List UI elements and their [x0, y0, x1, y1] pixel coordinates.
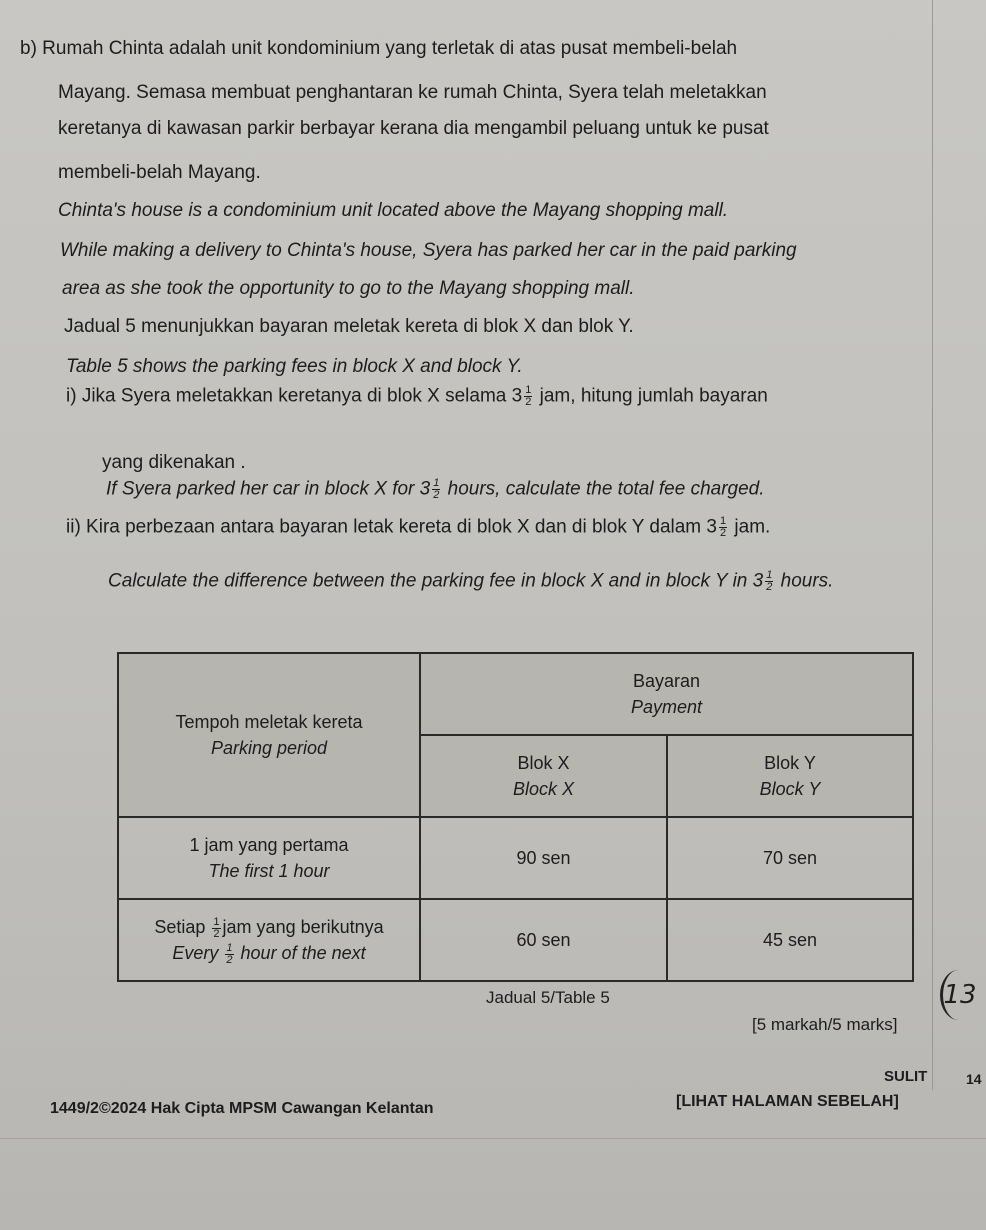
mixed-number-whole: 3 — [752, 570, 764, 592]
row-next-half-hour-label — [118, 899, 420, 981]
page-number: 14 — [966, 1071, 982, 1087]
header-payment-malay: Bayaran — [632, 671, 701, 691]
header-block-x — [420, 735, 667, 817]
fraction-half: $\frac{1}{2}$ — [720, 515, 727, 539]
table-intro-malay: Jadual 5 menunjukkan bayaran meletak kereta di blok X dan blok Y. — [64, 316, 634, 337]
row-next-half-hour-block-x: 60 sen — [420, 899, 667, 981]
block-y-english: Block Y — [759, 779, 821, 799]
row-first-hour-block-y: 70 sen — [667, 817, 913, 899]
table-row — [118, 817, 913, 899]
table-row — [118, 899, 913, 981]
copyright-footer: 1449/2©2024 Hak Cipta MPSM Cawangan Kelantan — [50, 1100, 434, 1117]
part-ii-english-text-b: hours. — [780, 570, 834, 592]
parking-fee-table — [117, 652, 914, 982]
fraction-half: $\frac{1}{2}$ — [213, 915, 220, 940]
part-ii-english — [108, 570, 833, 593]
mixed-number-whole: 3 — [511, 385, 523, 407]
next-half-hour-english: Every $\frac{1}{2}$ hour of the next — [172, 941, 366, 966]
part-ii-english-text-a: Calculate the difference between the parking fee in block X and in block Y in — [108, 570, 748, 592]
row-first-hour-block-x: 90 sen — [420, 817, 667, 899]
row-first-hour-label — [118, 817, 420, 899]
part-i-english-text-a: If Syera parked her car in block X for — [106, 478, 415, 500]
fraction-half: $\frac{1}{2}$ — [226, 941, 233, 966]
mixed-number-whole: 3 — [706, 516, 717, 538]
table-caption: Jadual 5/Table 5 — [486, 988, 610, 1007]
part-i-malay-text-b: jam, hitung jumlah bayaran — [539, 385, 768, 407]
first-hour-english: The first 1 hour — [208, 861, 330, 881]
first-hour-malay: 1 jam yang pertama — [189, 835, 349, 855]
header-payment-english: Payment — [630, 697, 703, 717]
next-half-hour-malay: Setiap $\frac{1}{2}$ jam yang berikutnya — [154, 915, 384, 940]
fraction-half: $\frac{1}{2}$ — [766, 569, 773, 593]
part-ii-malay-text-a: ii) Kira perbezaan antara bayaran letak kereta di blok X dan di blok Y dalam — [66, 516, 702, 538]
header-period-malay: Tempoh meletak kereta — [175, 712, 363, 732]
header-period-english: Parking period — [210, 738, 328, 758]
part-ii-malay-text-b: jam. — [734, 516, 771, 538]
part-i-malay — [66, 385, 768, 408]
question-b-malay-line-4: membeli-belah Mayang. — [58, 162, 261, 183]
mixed-number-whole: 3 — [419, 478, 431, 500]
part-i-english — [106, 478, 765, 501]
table-header-row — [118, 653, 913, 735]
header-parking-period — [118, 653, 420, 817]
block-x-english: Block X — [512, 779, 574, 799]
header-payment — [420, 653, 913, 735]
question-b-malay-line-3: keretanya di kawasan parkir berbayar kerana dia mengambil peluang untuk ke pusat — [58, 118, 769, 139]
handwritten-score: 13 — [940, 970, 977, 1020]
page-bottom-rule — [0, 1138, 986, 1139]
block-x-malay: Blok X — [517, 753, 570, 773]
fraction-half: $\frac{1}{2}$ — [525, 384, 532, 408]
question-b-english-line-1: Chinta's house is a condominium unit located above the Mayang shopping mall. — [58, 200, 729, 221]
row-next-half-hour-block-y: 45 sen — [667, 899, 913, 981]
classification-label: SULIT — [884, 1068, 928, 1085]
part-i-malay-text-a: i) Jika Syera meletakkan keretanya di blok X selama — [66, 385, 507, 407]
next-page-notice: [LIHAT HALAMAN SEBELAH] — [676, 1093, 899, 1110]
question-b-malay-line-1: b) Rumah Chinta adalah unit kondominium yang terletak di atas pusat membeli-belah — [20, 38, 738, 59]
part-i-malay-cont: yang dikenakan . — [102, 452, 246, 473]
question-b-english-line-2: While making a delivery to Chinta's house, Syera has parked her car in the paid parking — [60, 240, 797, 261]
fraction-half: $\frac{1}{2}$ — [433, 477, 440, 501]
block-y-malay: Blok Y — [764, 753, 816, 773]
page-edge — [932, 0, 933, 1090]
part-ii-malay — [66, 516, 770, 539]
question-b-malay-line-2: Mayang. Semasa membuat penghantaran ke rumah Chinta, Syera telah meletakkan — [58, 82, 767, 103]
question-b-english-line-3: area as she took the opportunity to go to the Mayang shopping mall. — [62, 278, 635, 299]
marks-label: [5 markah/5 marks] — [752, 1015, 898, 1034]
table-intro-english: Table 5 shows the parking fees in block X and block Y. — [66, 356, 523, 377]
part-i-english-text-b: hours, calculate the total fee charged. — [447, 478, 765, 500]
header-block-y — [667, 735, 913, 817]
